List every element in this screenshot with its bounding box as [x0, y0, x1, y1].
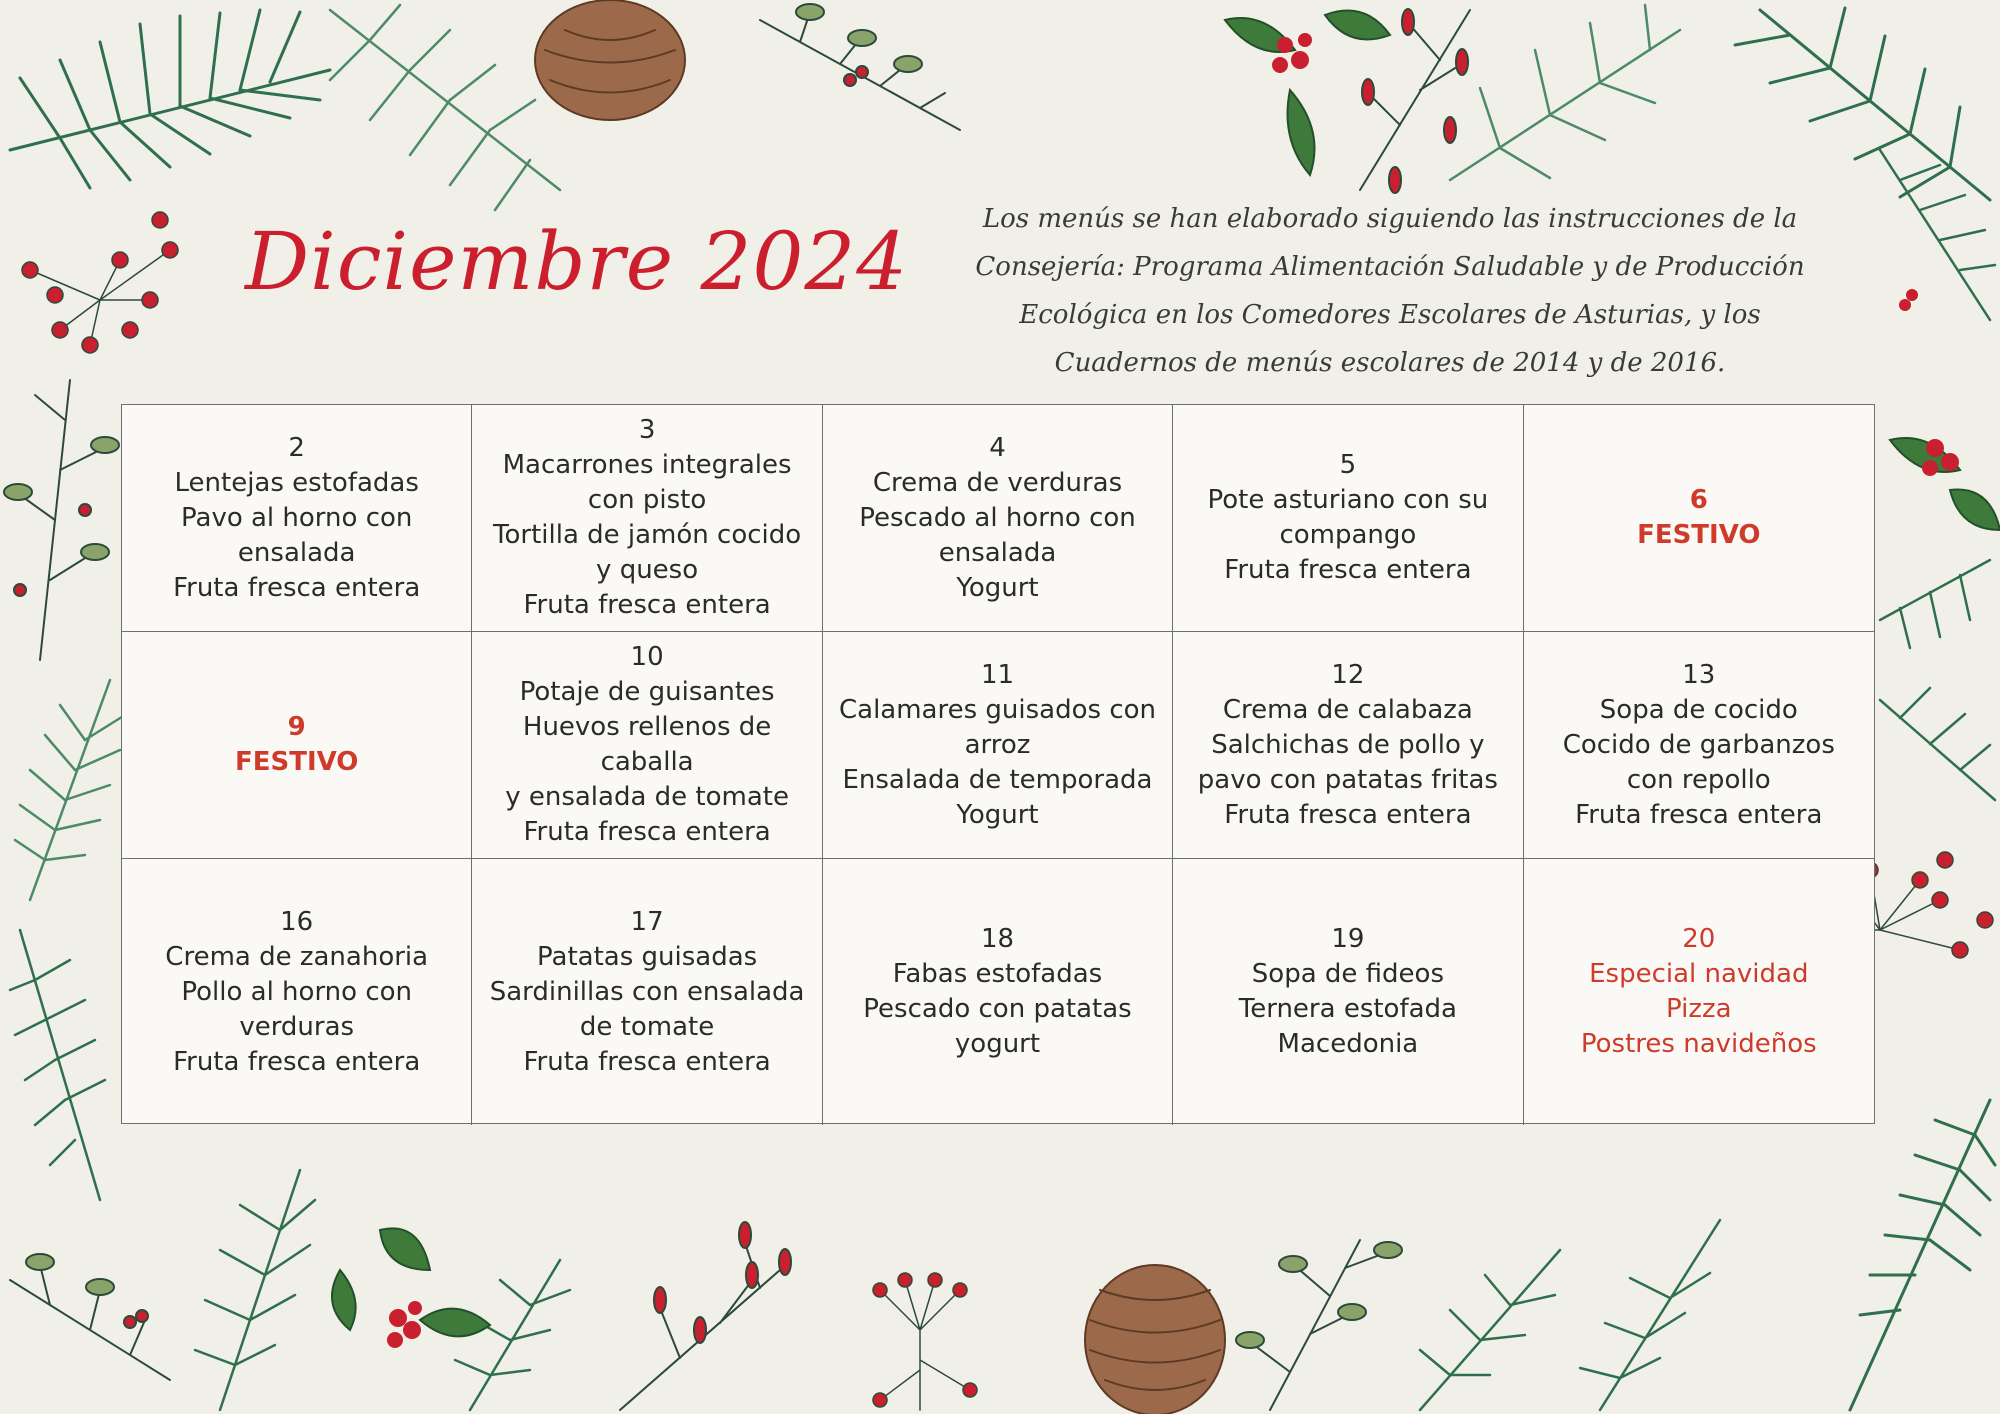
menu-dish: con pisto — [587, 485, 707, 515]
calendar-cell — [472, 632, 822, 859]
menu-dish: Fruta fresca entera — [1575, 799, 1823, 830]
menu-dish: Fruta fresca entera — [1224, 799, 1472, 830]
menu-dish: Macedonia — [1277, 1029, 1419, 1059]
pine-branch-icon — [330, 5, 560, 210]
menu-dish: y ensalada de tomate — [505, 782, 789, 812]
calendar-cell — [823, 405, 1173, 632]
calendar-cell — [1173, 632, 1523, 859]
menu-dish: Fruta fresca entera — [523, 1046, 771, 1077]
menu-dish: Calamares guisados con — [838, 694, 1156, 725]
holiday-label: FESTIVO — [1637, 520, 1761, 550]
day-number: 5 — [1339, 450, 1357, 480]
menu-dish: ensalada — [938, 537, 1057, 568]
twig-icon — [10, 1254, 170, 1380]
day-number: 12 — [1331, 659, 1365, 690]
menu-dish: Pote asturiano con su — [1207, 485, 1489, 515]
berry-icon — [22, 212, 178, 353]
holiday-label: FESTIVO — [234, 747, 359, 777]
menu-dish: Pescado al horno con — [859, 502, 1136, 533]
calendar-cell — [122, 405, 472, 632]
pine-branch-icon — [1450, 5, 1680, 180]
menu-dish: Fruta fresca entera — [173, 1046, 421, 1077]
menu-dish: con repollo — [1626, 764, 1771, 795]
menu-dish: Sardinillas con ensalada — [489, 976, 805, 1007]
menu-dish: caballa — [600, 747, 694, 777]
day-number: 16 — [280, 906, 314, 937]
menu-dish: compango — [1279, 520, 1417, 550]
calendar-cell — [1173, 405, 1523, 632]
menu-dish: Crema de verduras — [872, 467, 1123, 498]
menu-dish: Lentejas estofadas — [174, 467, 419, 498]
berry-icon — [873, 1273, 977, 1410]
menu-dish: Potaje de guisantes — [519, 677, 775, 707]
menu-dish: Patatas guisadas — [537, 941, 758, 972]
menu-calendar — [121, 404, 1875, 1124]
menu-dish: Ternera estofada — [1238, 994, 1457, 1024]
menu-dish: Especial navidad — [1589, 959, 1809, 989]
menu-dish: Yogurt — [956, 799, 1039, 830]
day-number: 4 — [989, 432, 1006, 463]
pine-branch-icon — [1735, 8, 1990, 200]
holly-leaf-icon — [332, 1228, 490, 1336]
menu-dish: Fruta fresca entera — [523, 817, 771, 847]
berry-icon — [620, 1222, 791, 1410]
holly-leaf-icon — [1890, 438, 2000, 530]
menu-dish: Fruta fresca entera — [1224, 555, 1472, 585]
twig-icon — [4, 380, 119, 660]
calendar-cell — [1173, 859, 1523, 1125]
day-number: 9 — [287, 712, 306, 742]
day-number: 18 — [980, 924, 1015, 954]
calendar-cell — [472, 859, 822, 1125]
day-number: 17 — [630, 906, 664, 937]
calendar-cell — [823, 632, 1173, 859]
day-number: 13 — [1682, 659, 1716, 690]
calendar-cell — [823, 859, 1173, 1125]
day-number: 10 — [630, 642, 664, 672]
menu-dish: Fruta fresca entera — [173, 572, 421, 603]
calendar-cell — [472, 405, 822, 632]
menu-dish: pavo con patatas fritas — [1197, 764, 1498, 795]
twig-icon — [1236, 1240, 1402, 1410]
menu-dish: yogurt — [954, 1029, 1041, 1059]
berry-icon — [387, 1301, 422, 1348]
pinecone-icon — [535, 0, 685, 120]
menu-dish: Sopa de fideos — [1251, 959, 1444, 989]
menu-dish: Pescado con patatas — [863, 994, 1132, 1024]
menu-dish: Sopa de cocido — [1599, 694, 1798, 725]
menu-dish: Pizza — [1666, 994, 1732, 1024]
menu-dish: Cocido de garbanzos — [1562, 729, 1835, 760]
page-title: Diciembre 2024 — [245, 215, 909, 308]
menu-dish: ensalada — [237, 537, 356, 568]
pine-branch-icon — [10, 930, 105, 1200]
menu-dish: y queso — [596, 555, 699, 585]
menu-dish: Pavo al horno con — [181, 502, 413, 533]
day-number: 2 — [288, 432, 305, 463]
menu-dish: Yogurt — [956, 572, 1039, 603]
menu-dish: Pollo al horno con — [181, 976, 413, 1007]
menu-dish: de tomate — [579, 1011, 715, 1042]
day-number: 6 — [1689, 485, 1708, 515]
menu-dish: Salchichas de pollo y — [1211, 729, 1485, 760]
calendar-cell-holiday — [1524, 405, 1874, 632]
calendar-cell — [1524, 632, 1874, 859]
menu-dish: Macarrones integrales — [502, 450, 792, 480]
menu-note: Los menús se han elaborado siguiendo las instrucciones de la Consejería: Programa Alimentación Saludable y de Producción Ecológica en los Comedores Escolares de Asturias, y los Cuadernos de menús escolares de 2014 y de 2016. — [975, 204, 1805, 378]
menu-dish: Fabas estofadas — [892, 959, 1103, 989]
menu-dish: Tortilla de jamón cocido — [493, 520, 802, 550]
pine-branch-icon — [1850, 1100, 1995, 1410]
menu-dish: arroz — [964, 729, 1031, 760]
menu-dish: verduras — [239, 1011, 355, 1042]
calendar-cell-holiday — [122, 632, 472, 859]
pine-branch-icon — [15, 680, 125, 900]
twig-icon — [760, 4, 960, 130]
pinecone-icon — [1085, 1265, 1225, 1414]
pine-branch-icon — [10, 10, 330, 188]
menu-dish: Fruta fresca entera — [523, 590, 771, 620]
pine-branch-icon — [1880, 150, 1995, 800]
menu-dish: Postres navideños — [1580, 1029, 1817, 1059]
menu-dish: Crema de zanahoria — [165, 941, 429, 972]
menu-dish: Huevos rellenos de — [522, 712, 772, 742]
menu-dish: Crema de calabaza — [1222, 694, 1473, 725]
day-number: 19 — [1331, 924, 1365, 954]
day-number: 11 — [980, 659, 1015, 690]
menu-dish: Ensalada de temporada — [842, 764, 1153, 795]
calendar-cell — [122, 859, 472, 1125]
calendar-cell — [1524, 859, 1874, 1125]
day-number: 3 — [638, 415, 656, 445]
day-number: 20 — [1682, 924, 1716, 954]
